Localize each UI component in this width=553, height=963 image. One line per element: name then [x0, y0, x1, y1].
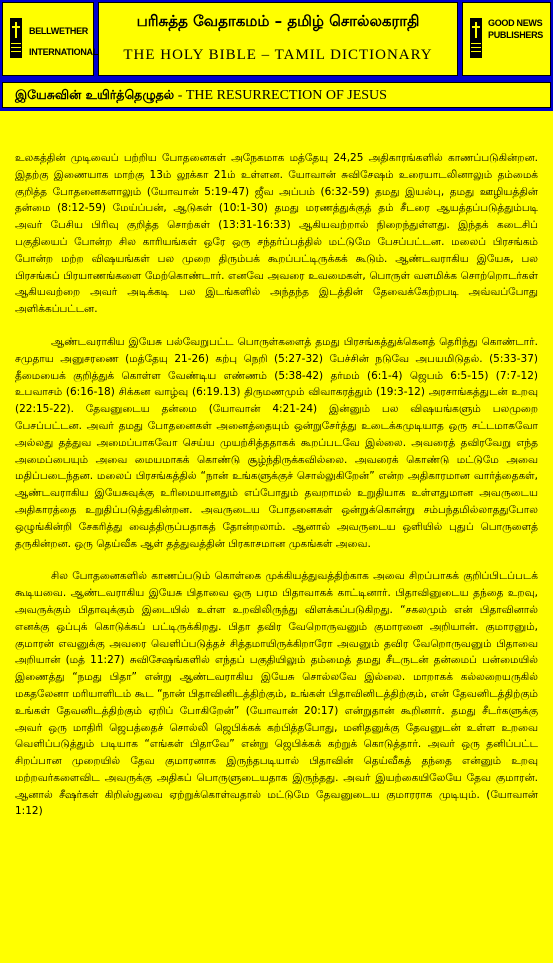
subtitle-box: [2, 82, 551, 108]
bellwether-logo: [2, 2, 98, 76]
paragraph-1: உலகத்தின் முடிவைப் பற்றிய போதனைகள் அநேகமாக மத்தேயு 24,25 அதிகாரங்களில் காணப்படுகின்றன. இதற்கு இணையாக மாற்கு 13ம் லூக்கா 21ம் உள்ளன. யோவான் சுவிசேஷம் உரையாடலினாலும் தம்மைக் குறித்த போதனைகளாலும் (யோவான் 5:19-47) ஜீவ அப்பம் (6:32-59) தமது இயல்பு, தமது ஊழியத்தின் தன்மை (8:12-59) மேய்ப்பன், ஆடுகள் (10:1-30) தமது மரணத்துக்குத் தம் சீடரை ஆயத்தப்படுத்தும்படி அவர் பேசிய பிரிவு குறித்த சொற்கள் (13:31-16:33) ஆகியவற்றால் நிறைந்துள்ளது. இந்தக் கடைசிப் பகுதியைப் போன்ற சில காரியங்கள் ஒரே ஒரு சந்தர்ப்பத்தில் மட்டுமே பேசப்பட்டன. மலைப் பிரசங்கம் போன்ற மற்ற விஷயங்கள் பல முறை திரும்பக் கூறப்பட்டிருக்கக் கூடும். ஆண்டவராகிய இயேசு, பல பிரசங்கப் பிரயாணங்களை மேற்கொண்டார். எனவே அவரை உவமைகள், பொருள் வளமிக்க சொற்றொடர்கள் ஆகியவற்றை அவர் அடிக்கடி பல இடங்களில் அந்தந்த இடத்தின் தேவைக்கேற்றபடி அவ்வப்போது அளிக்கப்பட்டன.: [15, 152, 538, 316]
subtitle-bar: [0, 80, 553, 111]
good-news-logo-text: GOOD NEWS PUBLISHERS: [488, 18, 544, 40]
subtitle-english: THE RESURRECTION OF JESUS: [185, 88, 387, 103]
bible-book-icon: [9, 17, 23, 59]
title-english: THE HOLY BIBLE – TAMIL DICTIONARY: [123, 47, 433, 63]
title-tamil: பரிசுத்த வேதாகமம் – தமிழ் சொல்லகராதி: [136, 12, 420, 30]
bellwether-logo-text: BELLWETHER INTERNATIONAL: [29, 26, 98, 57]
header-bar: [0, 0, 553, 80]
article-body: [15, 150, 538, 836]
subtitle-separator: -: [174, 88, 186, 103]
title-box: [98, 2, 458, 76]
paragraph-2: ஆண்டவராகிய இயேசு பல்வேறுபட்ட பொருள்களைத் தமது பிரசங்கத்துக்கெனத் தெரிந்து கொண்டார். சமுதாய அனுசரணை (மத்தேயு 21-26) கற்பு நெறி (5:27-32) பேச்சின் நடுவே அபயமிடுதல். (5:33-37) தீமையைக் குறித்துக் கொள்ள வேண்டிய எண்ணம் (5:38-42) தர்மம் (6:1-4) ஜெபம் 6:5-15) (7:7-12) உபவாசம் (6:16-18) சிக்கன வாழ்வு (6:19.13) திருமணமும் விவாகரத்தும் (19:3-12) அரசாங்கத்துடன் உறவு (22:15-22). தேவனுடைய தன்மை (யோவான் 4:21-24) இன்னும் பல விஷயங்களும் பலமுறை பேசப்பட்டன. அவர் தமது போதனைகள் அனைத்தையும் ஒன்றுசேர்த்து உடைக்கமுடியாத ஒரு சட்டமாகவோ அல்லது தத்துவ அமைப்பாகவோ செய்ய முயற்சித்ததாகக் கூறப்படவே இல்லை. அவரைத் தவிரவேறு எந்த அமைப்பையும் அவை மையமாகக் கொண்டு சூழ்ந்திருக்கவில்லை. அவரைக் கொண்டு மட்டுமே அவை மதிப்படைந்தன. மலைப் பிரசங்கத்தில் “நான் உங்களுக்குச் சொல்லுகிறேன்” என்ற அதிகாரமான வார்த்தைகள், ஆண்டவராகிய இயேசுவுக்கு உரிமையானதும் எப்போதும் தவறாமல் உறுதியாக உள்ளதுமான அவருடைய அதிகாரத்தை உறுதிப்படுத்துகின்றன. அவருடைய போதனைகள் ஒன்றுக்கொன்று சம்பந்தமில்லாததுபோல ஒழுங்கின்றி சேகரித்து வைத்திருப்பதாகத் தோன்றலாம். ஆனால் அவருடைய ஒளியில் புதுப் பொருளைத் தருகின்றன. ஒரு தெய்வீக ஆள் தத்துவத்தின் பிரகாசமான முகங்கள் அவை.: [15, 335, 538, 550]
paragraph-3: சில போதனைகளில் காணப்படும் கொள்கை முக்கியத்துவத்திற்காக அவை சிறப்பாகக் குறிப்பிடப்படக் கூடியவை. ஆண்டவராகிய இயேசு பிதாவை ஒரு பரம பிதாவாகக் காட்டினார். பிதாவினுடைய தந்தை உறவு, அவருக்கும் பிதாவுக்கும் இடையில் உள்ள உறவிலிருந்து விளக்கப்படுகிறது. “சகலமும் என் பிதாவினால் எனக்கு ஒப்புக் கொடுக்கப் பட்டிருக்கிறது. பிதா தவிர வேறொருவனும் குமாரனை அறியான். குமாரனும், குமாரன் எவனுக்கு அவரை வெளிப்படுத்தச் சித்தமாயிருக்கிறாரோ அவனும் தவிர வேறொருவனும் பிதாவை அறியான் (மத் 11:27) சுவிசேஷங்களில் எந்தப் பகுதியிலும் தம்மைத் தமது சீடருடன் தன்மைப் பன்மையில் இணைத்து “நமது பிதா” என்று ஆண்டவராகிய இயேசு சொல்லவே இல்லை. மாறாகக் கல்லறையருகில் மகதலேனா மரியாளிடம் கூட “நான் பிதாவினிடத்திற்கும், உங்கள் பிதாவினிடத்திற்கும், என் தேவனிடத்திற்கும் உங்கள் தேவனிடத்திற்கும் ஏறிப் போகிறேன்” (யோவான் 20:17) என்றுதான் கூறினார். தமது சீடர்களுக்கு அவர் ஒரு மாதிரி ஜெபத்தைச் சொல்லி ஜெபிக்கக் கற்பித்தபோது, மனிதனுக்கு தேவனுடன் உள்ள உறவை வெளிப்படுத்தும் படியாக “எங்கள் பிதாவே” என்று ஜெபிக்கக் கற்றுக் கொடுத்தார். அவர் ஒரு தனிப்பட்ட சிறப்பான முறையில் தேவ குமாரனாக இருந்தபடியால் பிதாவின் தெய்வீகத் தந்தை என்னும் உறவு மற்றவர்களைவிட அவருக்கு அதிகப் பொருளுடையதாக இருந்தது. அவர் இயற்கையிலேயே தேவ குமாரன். ஆனால் சீஷர்கள் கிறிஸ்துவை ஏற்றுக்கொள்வதால் மட்டுமே தேவனுடைய குமாரராக முடியும். (யோவான் 1:12): [15, 570, 538, 818]
subtitle-tamil: இயேசுவின் உயிர்த்தெழுதல்: [15, 87, 175, 102]
bible-book-icon: [469, 17, 483, 59]
good-news-logo: [462, 2, 551, 76]
subtitle: [15, 87, 387, 104]
